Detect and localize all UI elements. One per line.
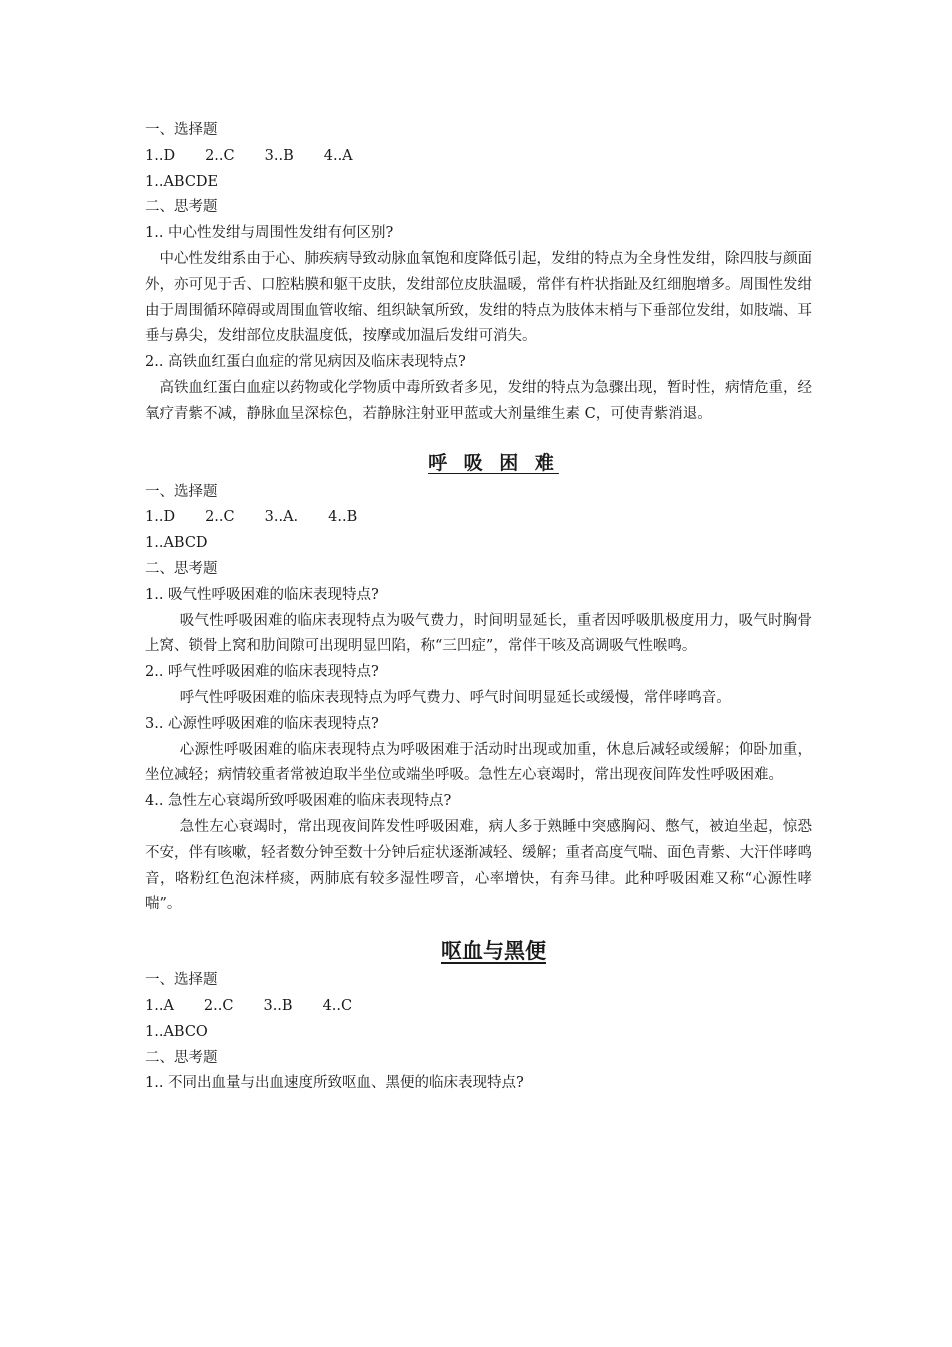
question: 1.. 不同出血量与出血速度所致呕血、黑便的临床表现特点?: [145, 1075, 524, 1092]
section-dyspnea: [145, 450, 812, 919]
answer-paragraph: 心源性呼吸困难的临床表现特点为呼吸困难于活动时出现或加重，休息后减轻或缓解；仰卧加重，坐位减轻；病情较重者常被迫取半坐位或端坐呼吸。急性左心衰竭时，常出现夜间阵发性呼吸困难。: [145, 741, 812, 784]
multi-choice-answers: 1..ABCDE: [145, 173, 219, 190]
answer-paragraph: 中心性发绀系由于心、肺疾病导致动脉血氧饱和度降低引起，发绀的特点为全身性发绀，除四肢与颜面外，亦可见于舌、口腔粘膜和躯干皮肤，发绀部位皮肤温暖，常伴有杵状指趾及红细胞增多。周围性发绀由于周围循环障碍或周围血管收缩、组织缺氧所致，发绀的特点为肢体末梢与下垂部位发绀，如肢端、耳垂与鼻尖，发绀部位皮肤温度低，按摩或加温后发绀可消失。: [145, 250, 812, 345]
answer-paragraph: 吸气性呼吸困难的临床表现特点为吸气费力，时间明显延长，重者因呼吸肌极度用力，吸气时胸骨上窝、锁骨上窝和肋间隙可出现明显凹陷，称“三凹症”，常伴干咳及高调吸气性喉鸣。: [145, 612, 812, 655]
section-heading: [145, 450, 812, 476]
section-heading-text: 呼 吸 困 难: [428, 451, 559, 474]
answer: 2..C: [205, 509, 235, 526]
choice-answers: [145, 994, 812, 1020]
answer: 3..B: [263, 997, 293, 1014]
answer: 3..B: [264, 147, 294, 164]
question: 4.. 急性左心衰竭所致呼吸困难的临床表现特点?: [145, 793, 452, 810]
choice-answers: [145, 505, 812, 531]
question: 1.. 中心性发绀与周围性发绀有何区别?: [145, 225, 394, 242]
section-heading-text: 呕血与黑便: [441, 938, 546, 964]
question: 3.. 心源性呼吸困难的临床表现特点?: [145, 715, 379, 732]
section-heading: [145, 938, 812, 964]
answer: 4..B: [328, 509, 358, 526]
answer: 1..D: [145, 509, 176, 526]
answer: 3..A.: [264, 509, 299, 526]
choice-title: 一、选择题: [145, 483, 218, 500]
question: 2.. 高铁血红蛋白血症的常见病因及临床表现特点?: [145, 354, 466, 371]
answer: 1..D: [145, 147, 176, 164]
think-title: 二、思考题: [145, 560, 218, 577]
answer: 4..C: [322, 997, 353, 1014]
section-hematemesis: [145, 938, 812, 1097]
multi-choice-answers: 1..ABCD: [145, 535, 208, 552]
answer-paragraph: 高铁血红蛋白血症以药物或化学物质中毒所致者多见，发绀的特点为急骤出现，暂时性，病情危重，经氧疗青紫不减，静脉血呈深棕色，若静脉注射亚甲蓝或大剂量维生素 C，可使青紫消退。: [145, 379, 812, 422]
question: 1.. 吸气性呼吸困难的临床表现特点?: [145, 586, 379, 603]
think-title: 二、思考题: [145, 1049, 218, 1066]
answer: 4..A: [323, 147, 353, 164]
think-title: 二、思考题: [145, 199, 218, 216]
question: 2.. 呼气性呼吸困难的临床表现特点?: [145, 664, 379, 681]
choice-title: 一、选择题: [145, 122, 218, 138]
choice-title: 一、选择题: [145, 972, 218, 989]
choice-answers: [145, 144, 812, 170]
answer-paragraph: 急性左心衰竭时，常出现夜间阵发性呼吸困难，病人多于熟睡中突感胸闷、憋气，被迫坐起，惊恐不安，伴有咳嗽，轻者数分钟至数十分钟后症状逐渐减轻、缓解；重者高度气喘、面色青紫、大汗伴哮鸣音，咯粉红色泡沫样痰，两肺底有较多湿性啰音，心率增快，有奔马律。此种呼吸困难又称“心源性哮喘”。: [145, 818, 812, 913]
answer-paragraph: 呼气性呼吸困难的临床表现特点为呼气费力、呼气时间明显延长或缓慢，常伴哮鸣音。: [179, 689, 731, 706]
answer: 2..C: [205, 147, 235, 164]
answer: 2..C: [203, 997, 234, 1014]
answer: 1..A: [145, 997, 174, 1014]
section-cyanosis: [145, 118, 812, 428]
multi-choice-answers: 1..ABCO: [145, 1023, 208, 1040]
